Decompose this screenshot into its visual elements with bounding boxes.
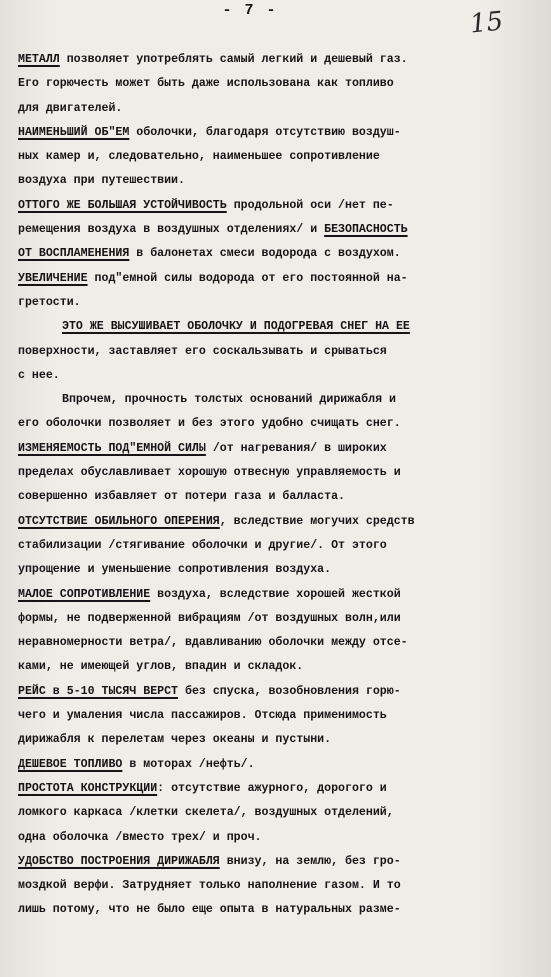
underlined-heading: ДЕШЕВОЕ ТОПЛИВО bbox=[18, 757, 123, 771]
text-line bbox=[18, 437, 546, 461]
text-line bbox=[18, 97, 546, 121]
line-text: чего и умаления числа пассажиров. Отсюда применимость bbox=[18, 709, 387, 723]
text-line bbox=[18, 874, 546, 898]
page-number: - 7 - bbox=[222, 2, 278, 19]
line-text: воздуха, вследствие хорошей жесткой bbox=[150, 587, 401, 601]
text-line bbox=[18, 461, 546, 485]
line-text: под"емной силы водорода от его постоянной на- bbox=[87, 271, 408, 285]
line-text: гретости. bbox=[18, 295, 81, 309]
text-line bbox=[18, 121, 546, 145]
text-line bbox=[18, 583, 546, 607]
text-line bbox=[18, 169, 546, 193]
line-text: пределах обуславливает хорошую отвесную управляемость и bbox=[18, 466, 401, 480]
text-line bbox=[18, 801, 546, 825]
text-line bbox=[18, 680, 546, 704]
line-text: : отсутствие ажурного, дорогого и bbox=[157, 781, 387, 795]
text-line bbox=[18, 412, 546, 436]
text-line bbox=[18, 340, 546, 364]
underlined-heading: УВЕЛИЧЕНИЕ bbox=[18, 271, 88, 285]
underlined-heading: ЭТО ЖЕ ВЫСУШИВАЕТ ОБОЛОЧКУ И ПОДОГРЕВАЯ СНЕГ НА ЕЕ bbox=[62, 320, 410, 334]
line-text: Впрочем, прочность толстых оснований дирижабля и bbox=[62, 393, 396, 407]
line-text: внизу, на землю, без гро- bbox=[219, 854, 401, 868]
line-text: совершенно избавляет от потери газа и балласта. bbox=[18, 490, 345, 504]
text-line bbox=[18, 315, 546, 339]
underlined-heading: БЕЗОПАСНОСТЬ bbox=[324, 223, 408, 237]
text-line bbox=[18, 194, 546, 218]
line-text: ками, не имеющей углов, впадин и складок. bbox=[18, 660, 304, 674]
line-text: без спуска, возобновления горю- bbox=[178, 684, 401, 698]
underlined-heading: ИЗМЕНЯЕМОСТЬ ПОД"ЕМНОЙ СИЛЫ bbox=[18, 441, 206, 455]
line-text: ных камер и, следовательно, наименьшее сопротивление bbox=[18, 150, 380, 164]
line-text: Его горючесть может быть даже использована как топливо bbox=[18, 77, 394, 91]
line-text: неравномерности ветра/, вдавливанию оболочки между отсе- bbox=[18, 636, 408, 650]
text-line bbox=[18, 48, 546, 72]
line-text: ломкого каркаса /клетки скелета/, воздушных отделений, bbox=[18, 806, 394, 820]
text-line bbox=[18, 826, 546, 850]
text-line bbox=[18, 753, 546, 777]
line-text: для двигателей. bbox=[18, 101, 123, 115]
line-text: одна оболочка /вместо трех/ и проч. bbox=[18, 830, 262, 844]
line-text: оболочки, благодаря отсутствию воздуш- bbox=[129, 125, 401, 139]
underlined-heading: ОТ ВОСПЛАМЕНЕНИЯ bbox=[18, 247, 130, 261]
underlined-heading: ОТТОГО ЖЕ БОЛЬШАЯ УСТОЙЧИВОСТЬ bbox=[18, 198, 227, 212]
text-line bbox=[18, 704, 546, 728]
underlined-heading: РЕЙС в 5-10 ТЫСЯЧ ВЕРСТ bbox=[18, 684, 179, 698]
text-line bbox=[18, 607, 546, 631]
text-line bbox=[18, 510, 546, 534]
underlined-heading: НАИМЕНЬШИЙ ОБ"ЕМ bbox=[18, 125, 130, 139]
text-line bbox=[18, 145, 546, 169]
line-text: воздуха при путешествии. bbox=[18, 174, 185, 188]
underlined-heading: МАЛОЕ СОПРОТИВЛЕНИЕ bbox=[18, 587, 151, 601]
text-line bbox=[18, 267, 546, 291]
line-text: продольной оси /нет пе- bbox=[226, 198, 394, 212]
underlined-heading: ПРОСТОТА КОНСТРУКЦИИ bbox=[18, 781, 158, 795]
line-text: в моторах /нефть/. bbox=[122, 757, 255, 771]
text-line bbox=[18, 898, 546, 922]
text-line bbox=[18, 728, 546, 752]
line-text: позволяет употреблять самый легкий и дешевый газ. bbox=[59, 53, 408, 66]
text-line bbox=[18, 850, 546, 874]
line-text: с нее. bbox=[18, 368, 60, 382]
underlined-heading: МЕТАЛЛ bbox=[18, 53, 60, 66]
underlined-heading: УДОБСТВО ПОСТРОЕНИЯ ДИРИЖАБЛЯ bbox=[18, 854, 220, 868]
text-line bbox=[18, 534, 546, 558]
text-line bbox=[18, 631, 546, 655]
text-line bbox=[18, 485, 546, 509]
handwritten-archive-number: 15 bbox=[468, 6, 505, 40]
text-line bbox=[18, 655, 546, 679]
text-line bbox=[18, 388, 546, 412]
body-text bbox=[18, 48, 546, 923]
text-line bbox=[18, 291, 546, 315]
text-line bbox=[18, 242, 546, 266]
line-text: формы, не подверженной вибрациям /от воздушных волн,или bbox=[18, 611, 401, 625]
line-text: его оболочки позволяет и без этого удобно счищать снег. bbox=[18, 417, 401, 431]
line-text: лишь потому, что не было еще опыта в натуральных разме- bbox=[18, 903, 401, 917]
underlined-heading: ОТСУТСТВИЕ ОБИЛЬНОГО ОПЕРЕНИЯ bbox=[18, 514, 220, 528]
line-text: в балонетах смеси водорода с воздухом. bbox=[129, 247, 401, 261]
text-line bbox=[18, 777, 546, 801]
line-text: поверхности, заставляет его соскальзывать и срываться bbox=[18, 344, 387, 358]
text-line bbox=[18, 72, 546, 96]
line-text: дирижабля к перелетам через океаны и пустыни. bbox=[18, 733, 332, 747]
line-text: упрощение и уменьшение сопротивления воздуха. bbox=[18, 563, 332, 577]
line-text: /от нагревания/ в широких bbox=[205, 441, 387, 455]
line-text: моздкой верфи. Затрудняет только наполнение газом. И то bbox=[18, 879, 401, 893]
line-text: стабилизации /стягивание оболочки и другие/. От этого bbox=[18, 538, 387, 552]
line-text: , вследствие могучих средств bbox=[219, 514, 415, 528]
text-line bbox=[18, 364, 546, 388]
text-line bbox=[18, 558, 546, 582]
line-text: ремещения воздуха в воздушных отделениях/ и bbox=[18, 223, 325, 237]
text-line bbox=[18, 218, 546, 242]
